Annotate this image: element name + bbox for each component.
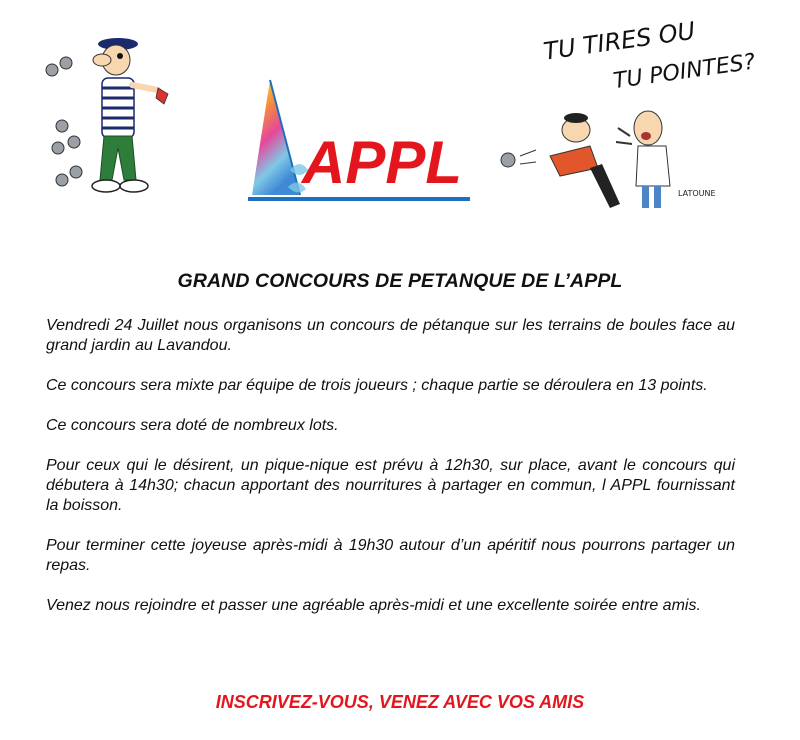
- paragraph-date-location: Vendredi 24 Juillet nous organisons un concours de pétanque sur les terrains de boules face au grand jardin au Lavandou.: [46, 317, 735, 354]
- paragraph-invitation: Venez nous rejoindre et passer une agréable après-midi et une excellente soirée entre amis.: [46, 597, 701, 614]
- paragraph-prizes: Ce concours sera doté de nombreux lots.: [46, 417, 339, 434]
- logo-text: APPL: [302, 129, 463, 196]
- announcement-body: [46, 316, 735, 636]
- paragraph-dinner: Pour terminer cette joyeuse après-midi à 19h30 autour d’un apéritif nous pourrons partager un repas.: [46, 537, 735, 574]
- call-to-action: INSCRIVEZ-VOUS, VENEZ AVEC VOS AMIS: [215, 692, 585, 712]
- tu-tires-cartoon-illustration: [490, 16, 757, 213]
- petanque-player-illustration: [40, 30, 180, 200]
- header-illustrations: [0, 0, 800, 215]
- cartoon-signature: LATOUNE: [678, 189, 716, 198]
- cartoon-caption-line1: TU TIRES OU: [541, 16, 697, 66]
- cartoon-caption-line2: TU POINTES?: [611, 49, 757, 95]
- appl-logo: [240, 75, 475, 210]
- paragraph-picnic: Pour ceux qui le désirent, un pique-nique est prévu à 12h30, sur place, avant le concours qui débutera à 14h30; chacun apportant des nourritures à partager en commun, l APPL fournissant la boisson.: [46, 457, 735, 514]
- paragraph-format: Ce concours sera mixte par équipe de trois joueurs ; chaque partie se déroulera en 13 points.: [46, 377, 708, 394]
- page-title: GRAND CONCOURS DE PETANQUE DE L’APPL: [177, 270, 623, 292]
